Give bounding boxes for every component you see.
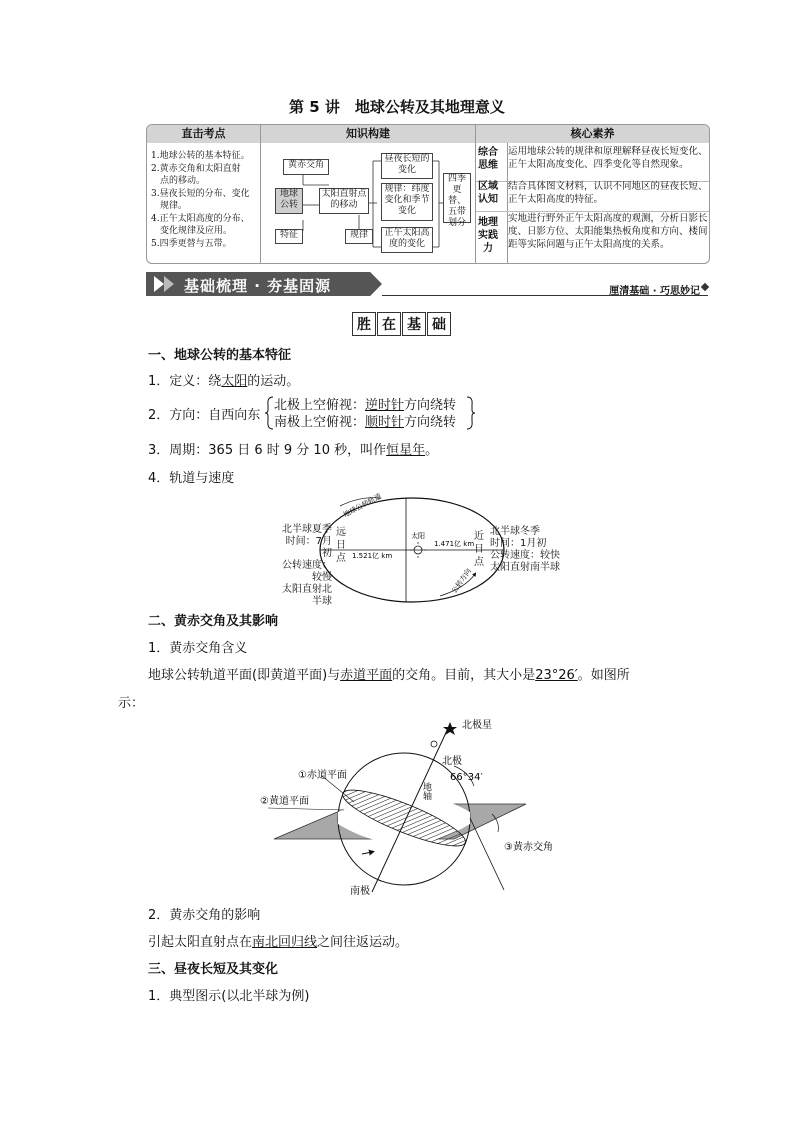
section2-paragraph [148, 664, 630, 683]
info-line: 时间：1月初 [490, 538, 547, 549]
kaodian-item: 3.昼夜长短的分布、变化 [151, 188, 250, 199]
left-brace [264, 396, 274, 430]
flow-huangchi: 黄赤交角 [283, 159, 329, 175]
suyang-desc: 实地进行野外正午太阳高度的观测，分析日影长度、日影方位、太阳能集热板角度和方向、楼间距等实际问题与正午太阳高度的关系。 [508, 213, 708, 250]
sun-label: 太阳 [411, 532, 425, 540]
section3-heading: 三、昼夜长短及其变化 [148, 962, 279, 977]
diamond-icon [701, 283, 709, 291]
north-pole-label: 北极 [442, 756, 462, 767]
section2-sub2: 2．黄赤交角的影响 [148, 908, 261, 923]
polaris-label: 北极星 [462, 720, 492, 731]
angle-label: 66°34′ [450, 772, 483, 783]
effect-post: 之间往返运动。 [317, 935, 409, 950]
ecliptic-plane-label: ②黄道平面 [260, 796, 309, 807]
tag-char: 胜 [352, 312, 376, 336]
info-line: 公转速度：较慢 [282, 560, 332, 583]
info-line: 公转速度：较快 [490, 550, 560, 561]
flow-guilv: 规律 [345, 229, 373, 244]
info-line: 太阳直射北半球 [282, 584, 332, 607]
suyang-desc: 结合具体图文材料，认识不同地区的昼夜长短、正午太阳高度的特征。 [508, 181, 708, 205]
flow-gongzhuan: 地球公转 [275, 188, 303, 214]
header-zhishi: 知识构建 [261, 125, 475, 143]
item3-pre: 3．周期：365 日 6 时 9 分 10 秒，叫作 [148, 443, 387, 458]
chevron-right-icon [154, 276, 164, 292]
tag-char: 础 [427, 312, 451, 336]
north-pre: 北极上空俯视： [274, 398, 366, 413]
item1-answer: 太阳 [221, 374, 248, 389]
item1-post: 的运动。 [247, 374, 300, 389]
section1-item3 [148, 439, 438, 458]
north-answer: 逆时针 [365, 398, 405, 413]
south-pole-label: 南极 [350, 886, 370, 897]
kaodian-item: 点的移动。 [151, 176, 206, 186]
kaodian-item: 2.黄赤交角和太阳直射 [151, 163, 241, 174]
aphelion-label: 远日点 [336, 527, 346, 564]
suyang-desc: 运用地球公转的规律和原理解释昼夜长短变化、正午太阳高度变化、四季变化等自然现象。 [508, 146, 708, 170]
effect-pre: 引起太阳直射点在 [148, 935, 253, 950]
section2-sub1: 1．黄赤交角含义 [148, 641, 248, 656]
axis-label: 地轴 [421, 782, 431, 800]
equator-plane-label: ①赤道平面 [298, 770, 347, 781]
kaodian-list [151, 150, 259, 250]
south-post: 方向绕转 [404, 415, 457, 430]
header-suyang: 核心素养 [476, 125, 709, 143]
perihelion-info [490, 526, 580, 574]
item1-pre: 1．定义：绕 [148, 374, 222, 389]
obliquity-diagram [254, 714, 594, 900]
suyang-title: 区域认知 [478, 181, 498, 205]
section1-item2-south [274, 411, 456, 430]
south-pre: 南极上空俯视： [274, 415, 366, 430]
section3-sub1: 1．典型图示(以北半球为例) [148, 989, 310, 1004]
aphelion-info [280, 524, 332, 608]
flow-siji: 四季更替、五带划分 [443, 173, 471, 223]
kaodian-item: 5.四季更替与五带。 [151, 238, 232, 249]
banner-slogan: 厘清基础 · 巧思妙记 [609, 286, 700, 297]
effect-answer: 南北回归线 [252, 935, 318, 950]
section2-heading: 二、黄赤交角及其影响 [148, 614, 279, 629]
orbit-label: 地球公转轨道 [341, 492, 383, 520]
para-mid: 的交角。目前，其大小是 [392, 668, 536, 683]
direction-label: 公转方向 [450, 567, 473, 595]
north-post: 方向绕转 [404, 398, 457, 413]
flow-zhishe: 太阳直射点的移动 [319, 188, 369, 214]
perihelion-label: 近日点 [474, 531, 484, 568]
section2-effect [148, 931, 408, 950]
page-title: 第 5 讲 地球公转及其地理意义 [289, 98, 505, 116]
section1-heading: 一、地球公转的基本特征 [148, 348, 292, 363]
near-distance: 1.471亿 km [434, 540, 475, 548]
section2-paragraph-line2: 示： [118, 696, 145, 711]
info-line: 时间：7月初 [285, 536, 332, 559]
kaodian-item: 4.正午太阳高度的分布、 [151, 213, 250, 224]
chevron-right-icon [164, 276, 174, 292]
section1-item1 [148, 370, 299, 389]
item3-answer: 恒星年 [386, 443, 426, 458]
kaodian-item: 规律。 [151, 201, 188, 211]
item3-post: 。 [425, 443, 439, 458]
section1-item4: 4．轨道与速度 [148, 471, 235, 486]
section-banner [146, 272, 708, 298]
flow-guilv2: 规律：纬度变化和季节变化 [381, 183, 433, 221]
kaodian-item: 1.地球公转的基本特征。 [151, 151, 250, 161]
para-pre: 地球公转轨道平面(即黄道平面)与 [148, 668, 341, 683]
banner-title: 基础梳理 · 夯基固源 [184, 277, 332, 295]
para-post: 。如图所 [577, 668, 630, 683]
south-answer: 顺时针 [365, 415, 405, 430]
flow-zhouye: 昼夜长短的变化 [381, 153, 433, 179]
para-answer1: 赤道平面 [340, 668, 393, 683]
far-distance: 1.521亿 km [352, 552, 393, 560]
info-line: 北半球夏季 [282, 524, 332, 535]
tag-char: 在 [377, 312, 401, 336]
tag-char: 基 [402, 312, 426, 336]
section1-item2-pre: 2．方向：自西向东 [148, 408, 261, 423]
right-brace [466, 396, 476, 430]
header-kaodian: 直击考点 [147, 125, 260, 143]
obliquity-label: ③黄赤交角 [504, 842, 553, 853]
info-line: 北半球冬季 [490, 526, 540, 537]
info-line: 太阳直射南半球 [490, 562, 560, 573]
flow-tezheng: 特征 [275, 229, 303, 244]
section-tag [352, 312, 452, 336]
suyang-title: 综合思维 [478, 147, 498, 171]
kaodian-item: 变化规律及应用。 [151, 226, 233, 236]
para-answer2: 23°26′ [535, 668, 578, 683]
flow-zhengwu: 正午太阳高度的变化 [381, 227, 433, 253]
suyang-title: 地理实践力 [478, 217, 498, 254]
